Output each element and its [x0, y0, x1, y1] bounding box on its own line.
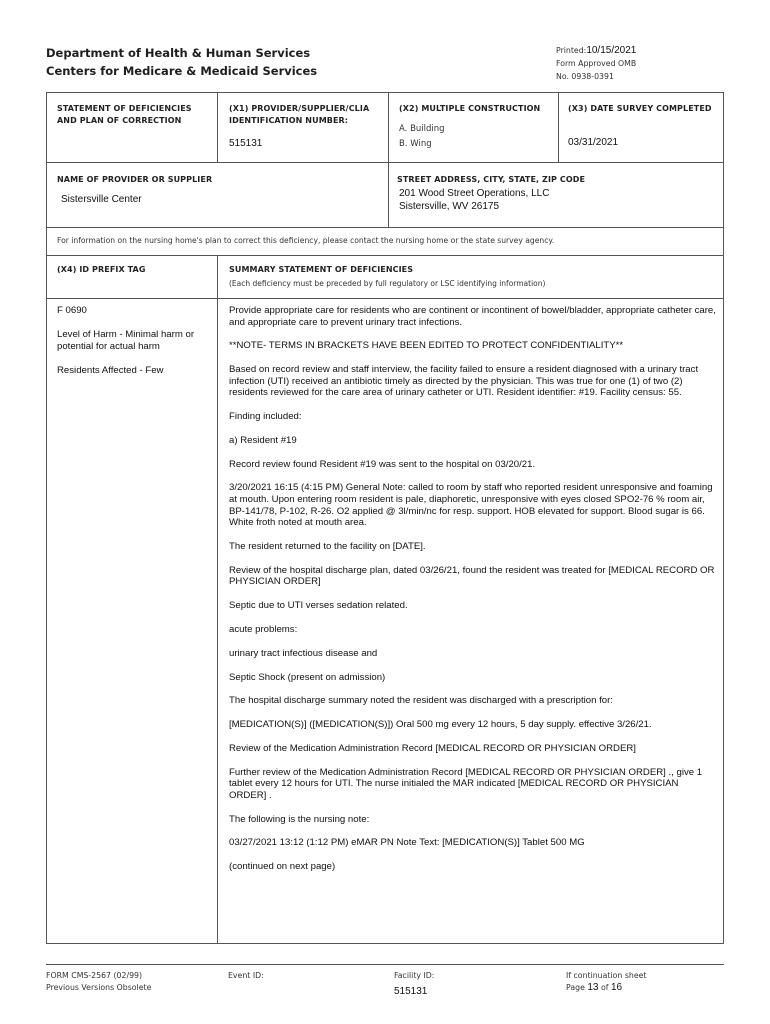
address-line-2: Sistersville, WV 26175 — [399, 201, 500, 212]
obsolete-note: Previous Versions Obsolete — [46, 983, 152, 992]
summary-statement — [229, 305, 717, 885]
paragraph: Finding included: — [229, 411, 302, 423]
continuation-label: If continuation sheet — [566, 971, 647, 980]
page-number: 13 — [587, 982, 599, 993]
paragraph: urinary tract infectious disease and — [229, 647, 378, 659]
paragraph: Septic Shock (present on admission) — [229, 671, 386, 683]
paragraph: The hospital discharge summary noted the resident was discharged with a prescription for: — [229, 695, 613, 707]
summary-sublabel: (Each deficiency must be preceded by full regulatory or LSC identifying information) — [229, 279, 546, 288]
divider — [47, 227, 723, 228]
divider — [388, 93, 389, 227]
provider-label: NAME OF PROVIDER OR SUPPLIER — [57, 175, 213, 184]
department-name: Department of Health & Human Services — [46, 46, 311, 60]
page-info — [566, 970, 646, 994]
divider — [47, 298, 723, 299]
x2-building: A. Building — [399, 124, 445, 134]
event-id-label: Event ID: — [228, 971, 264, 980]
residents-affected: Residents Affected - Few — [57, 364, 164, 376]
paragraph: 03/27/2021 13:12 (1:12 PM) eMAR PN Note Text: [MEDICATION(S)] Tablet 500 MG — [229, 837, 585, 849]
level-of-harm: Level of Harm - Minimal harm or potential for actual harm — [57, 329, 195, 352]
form-approved-text: Form Approved OMB — [556, 59, 637, 68]
facility-id-value: 515131 — [394, 986, 428, 997]
x3-survey-date: 03/31/2021 — [568, 137, 619, 148]
paragraph: Further review of the Medication Administration Record [MEDICAL RECORD OR PHYSICIAN ORDER] ., give 1 tablet every 12 hours for UTI. The nurse initialed the MAR indicated [MEDICAL RECORD OR PHYSICIAN ORDER] . — [229, 766, 703, 801]
x2-wing: B. Wing — [399, 139, 432, 149]
paragraph: acute problems: — [229, 623, 298, 635]
divider — [217, 93, 218, 162]
f-tag: F 0690 — [57, 305, 87, 316]
paragraph: Record review found Resident #19 was sent to the hospital on 03/20/21. — [229, 458, 536, 470]
address-label: STREET ADDRESS, CITY, STATE, ZIP CODE — [397, 175, 586, 184]
divider — [558, 93, 559, 162]
provider-name: Sistersville Center — [61, 194, 142, 205]
paragraph: Based on record review and staff interview, the facility failed to ensure a resident diagnosed with a urinary tract infection (UTI) received an antibiotic timely as directed by the physician. This was true for one (1) of two (2) residents reviewed for the care area of urinary catheter or UTI. Resident identifier: #19. Facility census: 55. — [229, 364, 699, 399]
prefix-tag-column — [57, 305, 217, 389]
facility-id-label: Facility ID: — [394, 971, 435, 980]
x1-provider-id: 515131 — [229, 138, 263, 149]
printed-date: 10/15/2021 — [586, 45, 637, 56]
statement-label: STATEMENT OF DEFICIENCIES AND PLAN OF CORRECTION — [57, 104, 192, 125]
form-number: FORM CMS-2567 (02/99) — [46, 971, 143, 980]
centers-name: Centers for Medicare & Medicaid Services — [46, 64, 318, 78]
x1-label: (X1) PROVIDER/SUPPLIER/CLIA IDENTIFICATION NUMBER: — [229, 104, 370, 125]
x2-label: (X2) MULTIPLE CONSTRUCTION — [399, 104, 541, 113]
paragraph: Review of the Medication Administration Record [MEDICAL RECORD OR PHYSICIAN ORDER] — [229, 742, 636, 754]
form-number-block — [46, 970, 151, 994]
paragraph: Septic due to UTI verses sedation related. — [229, 600, 408, 612]
agency-header — [46, 44, 317, 80]
facility-id-block — [394, 970, 434, 998]
divider — [217, 255, 218, 944]
page-total: 16 — [610, 982, 623, 993]
paragraph: a) Resident #19 — [229, 434, 297, 446]
paragraph: Provide appropriate care for residents who are continent or incontinent of bowel/bladder, appropriate catheter care, and appropriate care to prevent urinary tract infections. — [229, 305, 716, 328]
summary-label: SUMMARY STATEMENT OF DEFICIENCIES — [229, 265, 414, 274]
printed-label: Printed: — [556, 46, 587, 55]
paragraph: 3/20/2021 16:15 (4:15 PM) General Note: called to room by staff who reported resident unresponsive and foaming at mouth. Upon entering room resident is pale, diaphoretic, unresponsive with eyes closed SPO2-76 % room air, BP-141/78, P-102, R-26. O2 applied @ 3l/min/nc for resp. support. HOB elevated for support. Blood sugar is 66. White froth noted at mouth area. — [229, 482, 713, 529]
paragraph: Review of the hospital discharge plan, dated 03/26/21, found the resident was treated for [MEDICAL RECORD OR PHYSICIAN ORDER] — [229, 564, 715, 588]
x3-label: (X3) DATE SURVEY COMPLETED — [568, 104, 712, 113]
divider — [47, 162, 723, 163]
page-of: of — [600, 983, 609, 992]
paragraph: **NOTE- TERMS IN BRACKETS HAVE BEEN EDITED TO PROTECT CONFIDENTIALITY** — [229, 340, 624, 352]
divider — [47, 255, 723, 256]
deficiency-form — [46, 92, 724, 944]
omb-number: No. 0938-0391 — [556, 72, 614, 81]
info-line: For information on the nursing home's plan to correct this deficiency, please contact the nursing home or the state survey agency. — [57, 236, 555, 245]
page-label: Page — [566, 983, 585, 992]
footer-divider — [46, 964, 724, 965]
x4-label: (X4) ID PREFIX TAG — [57, 265, 146, 274]
address-line-1: 201 Wood Street Operations, LLC — [399, 188, 550, 199]
print-info — [556, 44, 636, 83]
continued-note: (continued on next page) — [229, 861, 336, 873]
paragraph: [MEDICATION(S)] ([MEDICATION(S)]) Oral 500 mg every 12 hours, 5 day supply. effective 3/26/21. — [229, 719, 652, 731]
paragraph: The resident returned to the facility on [DATE]. — [229, 541, 426, 553]
paragraph: The following is the nursing note: — [229, 813, 370, 825]
